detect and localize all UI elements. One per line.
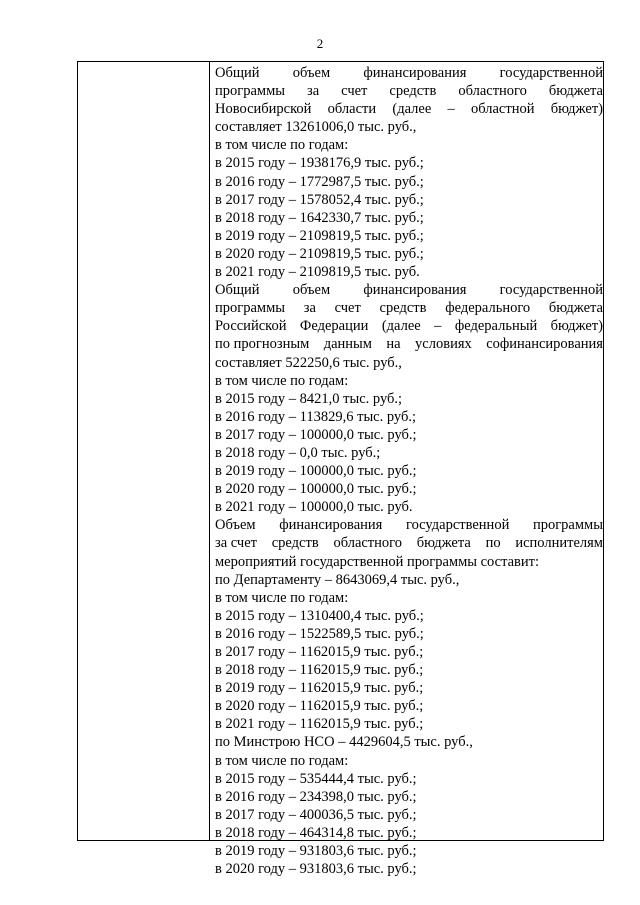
text-word: бюджета xyxy=(548,300,603,317)
justified-text-line xyxy=(215,534,603,552)
text-line: в 2021 году – 1162015,9 тыс. руб.; xyxy=(215,716,424,733)
text-word: финансирования xyxy=(363,65,467,81)
text-word: федерального xyxy=(445,300,531,317)
text-line: в 2018 году – 464314,8 тыс. руб.; xyxy=(215,824,417,841)
table-right-column xyxy=(215,64,603,878)
text-line: в 2017 году – 100000,0 тыс. руб.; xyxy=(215,426,417,443)
text-word: счет xyxy=(341,83,368,100)
text-line: в 2020 году – 1162015,9 тыс. руб.; xyxy=(215,698,424,715)
text-word: Объем xyxy=(215,517,256,534)
text-word: – xyxy=(447,101,455,118)
text-line: в 2016 году – 1522589,5 тыс. руб.; xyxy=(215,625,424,642)
text-word: счет xyxy=(334,300,361,317)
justified-text-line xyxy=(215,317,603,335)
text-line: в том числе по годам: xyxy=(215,137,349,154)
text-line: мероприятий государственной программы составит: xyxy=(215,553,540,570)
text-line: в 2017 году – 400036,5 тыс. руб.; xyxy=(215,806,417,823)
text-line: в 2018 году – 0,0 тыс. руб.; xyxy=(215,444,381,461)
text-word: Общий xyxy=(215,282,260,299)
justified-text-line xyxy=(215,335,603,353)
text-line: в 2018 году – 1642330,7 тыс. руб.; xyxy=(215,209,424,226)
text-word: финансирования xyxy=(363,282,467,299)
text-word: софинансирования xyxy=(486,336,603,353)
text-word: государственной xyxy=(499,65,603,81)
justified-text-line xyxy=(215,299,603,317)
text-word: федеральный xyxy=(454,318,538,335)
text-line: в 2021 году – 100000,0 тыс. руб. xyxy=(215,499,413,516)
text-line: в 2019 году – 2109819,5 тыс. руб.; xyxy=(215,227,424,244)
text-word: программы xyxy=(215,300,285,317)
text-word: условиях xyxy=(415,336,472,353)
text-line: в 2015 году – 1310400,4 тыс. руб.; xyxy=(215,607,424,624)
text-word: бюджета xyxy=(416,535,471,552)
text-line: в том числе по годам: xyxy=(215,372,349,389)
text-line: в 2017 году – 1162015,9 тыс. руб.; xyxy=(215,644,424,660)
text-word: за xyxy=(307,83,320,100)
text-line: в 2015 году – 1938176,9 тыс. руб.; xyxy=(215,155,424,172)
text-word: Российской xyxy=(215,318,287,335)
text-word: Новосибирской xyxy=(215,101,312,118)
text-word: областного xyxy=(458,83,527,100)
text-word: Федерации xyxy=(299,318,369,335)
justified-text-line xyxy=(215,64,603,82)
text-line: в 2019 году – 931803,6 тыс. руб.; xyxy=(215,843,417,860)
text-line: в 2020 году – 931803,6 тыс. руб.; xyxy=(215,861,417,878)
text-line: в 2016 году – 234398,0 тыс. руб.; xyxy=(215,788,417,805)
text-word: бюджет) xyxy=(550,318,603,335)
justified-text-line xyxy=(215,82,603,100)
text-word: исполнителям xyxy=(515,535,603,552)
text-line: составляет 13261006,0 тыс. руб., xyxy=(215,119,417,136)
text-line: в 2020 году – 100000,0 тыс. руб.; xyxy=(215,481,417,498)
text-line: в том числе по годам: xyxy=(215,589,349,606)
text-line: в 2018 году – 1162015,9 тыс. руб.; xyxy=(215,662,424,679)
text-line: составляет 522250,6 тыс. руб., xyxy=(215,354,402,371)
table-left-column xyxy=(78,62,210,840)
text-word: – xyxy=(434,318,442,335)
text-word: данным xyxy=(323,336,372,353)
justified-text-line xyxy=(215,281,603,299)
text-word: бюджета xyxy=(548,83,603,100)
text-word: по прогнозным xyxy=(215,336,310,353)
text-word: финансирования xyxy=(279,517,383,534)
text-line: по Минстрою НСО – 4429604,5 тыс. руб., xyxy=(215,734,473,751)
text-line: в том числе по годам: xyxy=(215,752,349,769)
text-word: за счет xyxy=(215,535,257,552)
text-line: в 2016 году – 113829,6 тыс. руб.; xyxy=(215,408,417,425)
text-word: программы xyxy=(215,83,285,100)
text-line: в 2019 году – 100000,0 тыс. руб.; xyxy=(215,463,417,480)
text-word: на xyxy=(386,336,401,353)
financing-table xyxy=(77,61,604,878)
text-word: средств xyxy=(389,83,437,100)
text-line: в 2019 году – 1162015,9 тыс. руб.; xyxy=(215,680,424,697)
text-line: в 2017 году – 1578052,4 тыс. руб.; xyxy=(215,191,424,208)
text-word: по xyxy=(485,535,501,552)
text-word: (далее xyxy=(381,318,421,335)
text-word: средств xyxy=(379,300,427,317)
text-line: в 2020 году – 2109819,5 тыс. руб.; xyxy=(215,245,424,262)
text-word: государственной xyxy=(405,517,510,534)
text-word: (далее xyxy=(392,101,432,118)
text-word: за xyxy=(303,300,316,317)
text-word: государственной xyxy=(499,282,603,299)
text-word: областного xyxy=(333,535,402,552)
text-word: области xyxy=(327,101,377,118)
text-line: в 2021 году – 2109819,5 тыс. руб. xyxy=(215,264,420,281)
text-word: областной xyxy=(470,101,535,118)
text-word: Общий xyxy=(215,65,260,81)
text-word: программы xyxy=(532,517,603,534)
text-line: в 2015 году – 8421,0 тыс. руб.; xyxy=(215,390,403,407)
text-line: в 2015 году – 535444,4 тыс. руб.; xyxy=(215,770,417,787)
text-word: средств xyxy=(271,535,319,552)
justified-text-line xyxy=(215,100,603,118)
text-line: в 2016 году – 1772987,5 тыс. руб.; xyxy=(215,173,424,190)
text-line: по Департаменту – 8643069,4 тыс. руб., xyxy=(215,571,460,588)
text-word: объем xyxy=(292,65,331,81)
page-number: 2 xyxy=(316,36,324,51)
text-word: объем xyxy=(292,282,331,299)
text-word: бюджет) xyxy=(550,101,603,118)
justified-text-line xyxy=(215,516,603,534)
